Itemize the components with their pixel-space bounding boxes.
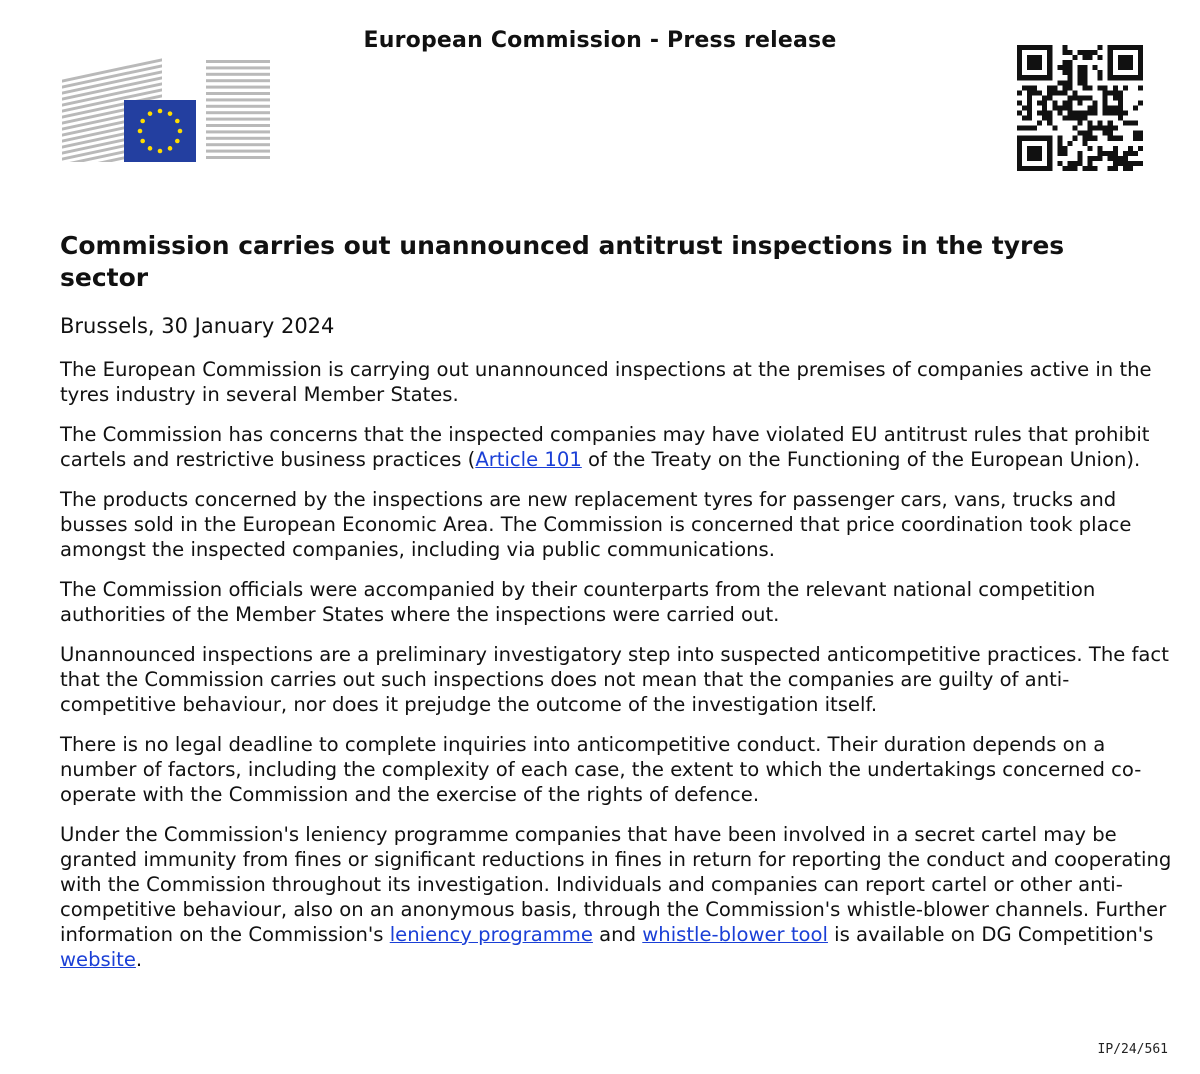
leniency-programme-link[interactable]: leniency programme: [389, 923, 593, 946]
website-link[interactable]: website: [60, 948, 136, 971]
dateline: Brussels, 30 January 2024: [60, 314, 335, 338]
paragraph-officials: The Commission officials were accompanied by their counterparts from the relevant national competition authorities of the Member States where the inspections were carried out.: [60, 578, 1096, 626]
paragraph-leniency-available: is available on DG Competition's: [827, 923, 1154, 946]
article-101-link[interactable]: Article 101: [475, 448, 582, 471]
whistle-blower-tool-link[interactable]: whistle-blower tool: [642, 923, 828, 946]
eu-commission-logo-icon: [60, 56, 274, 162]
paragraph-deadline: There is no legal deadline to complete inquiries into anticompetitive conduct. Their duration depends on a number of factors, including the complexity of each case, the extent to which the undertakings concerned co-operate with the Commission and the exercise of the rights of defence.: [60, 733, 1142, 806]
press-release-headline: Commission carries out unannounced antitrust inspections in the tyres sector: [60, 231, 1065, 292]
paragraph-leniency-text: Under the Commission's leniency programme companies that have been involved in a secret cartel may be granted immunity from fines or significant reductions in fines in return for reporting the conduct and cooperating with the Commission throughout its investigation. Individuals and companies can report cartel or other anti-competitive behaviour, also on an anonymous basis, through the Commission's whistle-blower channels. Further information on the Commission's: [60, 823, 1172, 946]
paragraph-concerns: [60, 422, 1172, 472]
paragraph-concerns-text-before: The Commission has concerns that the inspected companies may have violated EU antitrust rules that prohibit cartels and restrictive business practices (: [60, 423, 1150, 471]
paragraph-leniency-and: and: [592, 923, 643, 946]
paragraph-concerns-text-after: of the Treaty on the Functioning of the European Union).: [581, 448, 1141, 471]
paragraph-products: The products concerned by the inspections are new replacement tyres for passenger cars, vans, trucks and busses sold in the European Economic Area. The Commission is concerned that price coordination took place amongst the inspected companies, including via public communications.: [60, 488, 1132, 561]
paragraph-intro: The European Commission is carrying out unannounced inspections at the premises of companies active in the tyres industry in several Member States.: [60, 358, 1152, 406]
press-release-reference: IP/24/561: [1097, 1042, 1168, 1057]
paragraph-leniency-end: .: [135, 948, 143, 971]
paragraph-leniency: [60, 822, 1172, 972]
press-release-body: [60, 357, 1172, 987]
document-header-title: European Commission - Press release: [363, 28, 837, 53]
qr-code-icon: [1017, 45, 1143, 171]
paragraph-preliminary: Unannounced inspections are a preliminary investigatory step into suspected anticompetitive practices. The fact that the Commission carries out such inspections does not mean that the companies are guilty of anti-competitive behaviour, nor does it prejudge the outcome of the investigation itself.: [60, 643, 1169, 716]
